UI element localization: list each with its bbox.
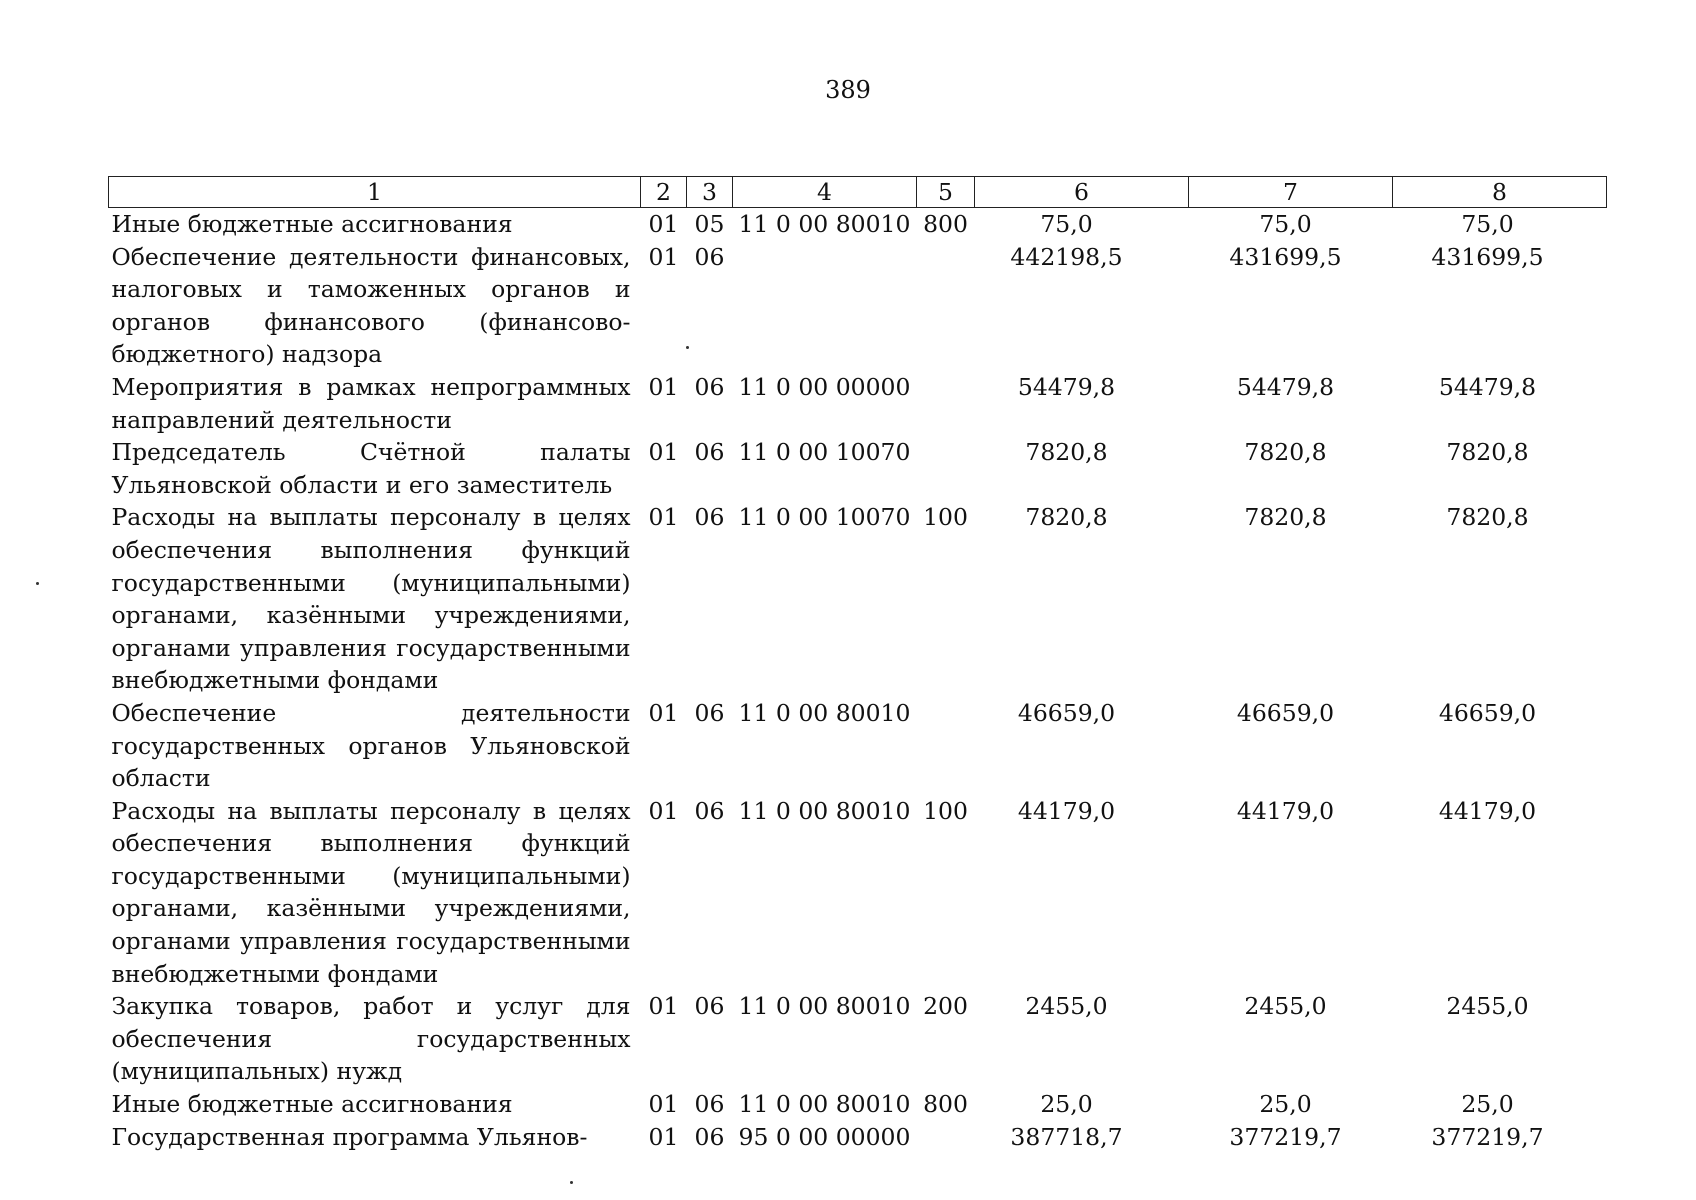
row-subsection: 06 (694, 796, 725, 825)
row-target-code: 95 0 00 00000 (738, 1122, 911, 1151)
row-section: 01 (648, 438, 679, 467)
row-subsection: 06 (694, 372, 725, 401)
row-section: 01 (648, 1122, 679, 1151)
row-target-code: 11 0 00 80010 (738, 698, 911, 727)
row-value-col7: 2455,0 (1244, 992, 1327, 1021)
row-section: 01 (648, 503, 679, 532)
table-row (109, 371, 1607, 436)
row-value-col7: 7820,8 (1244, 438, 1327, 467)
header-col-8: 8 (1393, 177, 1607, 208)
header-row (109, 177, 1607, 208)
row-value-col6: 25,0 (1040, 1090, 1093, 1119)
row-value-col8: 7820,8 (1446, 503, 1529, 532)
row-section: 01 (648, 210, 679, 238)
row-value-col6: 46659,0 (1017, 698, 1116, 727)
table-row (109, 501, 1607, 697)
row-value-col8: 431699,5 (1431, 242, 1544, 271)
row-name: Председатель Счётной палаты Ульяновской области и его заместитель (111, 438, 631, 499)
row-expense-type (917, 697, 975, 795)
row-value-col7: 7820,8 (1244, 503, 1327, 532)
table-row (109, 241, 1607, 371)
row-name: Расходы на выплаты персоналу в целях обеспечения выполнения функций государственными (муниципальными) органами, казёнными учреждениями, органами управления государственными внебюджетными фондами (111, 796, 631, 988)
row-expense-type: 800 (923, 1090, 968, 1119)
row-expense-type: 100 (923, 503, 968, 532)
row-subsection: 05 (694, 210, 725, 238)
row-value-col8: 54479,8 (1438, 372, 1537, 401)
header-col-2: 2 (641, 177, 687, 208)
row-target-code: 11 0 00 80010 (738, 796, 911, 825)
row-target-code: 11 0 00 80010 (738, 1090, 911, 1119)
row-value-col7: 75,0 (1259, 210, 1312, 238)
row-value-col6: 2455,0 (1025, 992, 1108, 1021)
row-section: 01 (648, 242, 679, 271)
row-section: 01 (648, 372, 679, 401)
row-subsection: 06 (694, 242, 725, 271)
row-subsection: 06 (694, 1090, 725, 1119)
row-expense-type: 200 (923, 992, 968, 1021)
row-target-code: 11 0 00 00000 (738, 372, 911, 401)
table-row (109, 990, 1607, 1088)
scan-speck (686, 346, 689, 349)
table-header (109, 177, 1607, 208)
row-value-col7: 377219,7 (1229, 1122, 1342, 1151)
row-target-code: 11 0 00 80010 (738, 992, 911, 1021)
row-value-col8: 25,0 (1461, 1090, 1514, 1119)
row-section: 01 (648, 698, 679, 727)
header-col-4: 4 (733, 177, 917, 208)
row-expense-type (917, 436, 975, 501)
row-subsection: 06 (694, 503, 725, 532)
row-name: Мероприятия в рамках непрограммных направлений деятельности (111, 372, 631, 434)
row-expense-type: 100 (923, 796, 968, 825)
scan-speck (36, 582, 39, 585)
row-expense-type (917, 1121, 975, 1154)
row-value-col7: 54479,8 (1236, 372, 1335, 401)
row-value-col6: 7820,8 (1025, 503, 1108, 532)
row-value-col7: 431699,5 (1229, 242, 1342, 271)
row-name: Обеспечение деятельности государственных органов Ульяновской области (111, 698, 631, 793)
row-value-col7: 25,0 (1259, 1090, 1312, 1119)
page-number: 389 (825, 76, 871, 104)
header-col-6: 6 (975, 177, 1189, 208)
row-value-col7: 44179,0 (1236, 796, 1335, 825)
row-subsection: 06 (694, 992, 725, 1021)
row-value-col7: 46659,0 (1236, 698, 1335, 727)
row-name: Обеспечение деятельности финансовых, налоговых и таможенных органов и органов финансового (финансово-бюджетного) надзора (111, 242, 631, 369)
row-section: 01 (648, 992, 679, 1021)
row-target-code: 11 0 00 80010 (738, 210, 911, 238)
row-expense-type: 800 (923, 210, 968, 238)
row-name: Государственная программа Ульянов- (111, 1122, 588, 1151)
header-col-3: 3 (687, 177, 733, 208)
row-subsection: 06 (694, 1122, 725, 1151)
header-col-1: 1 (109, 177, 641, 208)
row-value-col8: 377219,7 (1431, 1122, 1544, 1151)
row-value-col8: 46659,0 (1438, 698, 1537, 727)
row-value-col8: 2455,0 (1446, 992, 1529, 1021)
row-name: Закупка товаров, работ и услуг для обеспечения государственных (муниципальных) нужд (111, 992, 631, 1086)
row-value-col6: 54479,8 (1017, 372, 1116, 401)
row-section: 01 (648, 796, 679, 825)
row-target-code (733, 241, 917, 371)
row-value-col6: 75,0 (1040, 210, 1093, 238)
table-row (109, 795, 1607, 991)
row-subsection: 06 (694, 438, 725, 467)
table-body (109, 208, 1607, 1154)
row-name: Расходы на выплаты персоналу в целях обеспечения выполнения функций государственными (муниципальными) органами, казёнными учреждениями, органами управления государственными внебюджетными фондами (111, 503, 631, 695)
header-col-5: 5 (917, 177, 975, 208)
row-target-code: 11 0 00 10070 (738, 438, 911, 467)
row-name: Иные бюджетные ассигнования (111, 1090, 513, 1119)
row-value-col6: 442198,5 (1010, 242, 1123, 271)
scan-speck (570, 1181, 573, 1184)
row-name: Иные бюджетные ассигнования (111, 210, 513, 238)
row-target-code: 11 0 00 10070 (738, 503, 911, 532)
row-value-col6: 7820,8 (1025, 438, 1108, 467)
row-value-col8: 44179,0 (1438, 796, 1537, 825)
table-row (109, 1088, 1607, 1121)
row-value-col6: 44179,0 (1017, 796, 1116, 825)
row-expense-type (917, 241, 975, 371)
row-subsection: 06 (694, 698, 725, 727)
row-value-col6: 387718,7 (1010, 1122, 1123, 1151)
table-row (109, 436, 1607, 501)
table-row (109, 1121, 1607, 1154)
table-row (109, 208, 1607, 241)
table-row (109, 697, 1607, 795)
header-col-7: 7 (1189, 177, 1393, 208)
row-value-col8: 75,0 (1461, 210, 1514, 238)
row-section: 01 (648, 1090, 679, 1119)
row-value-col8: 7820,8 (1446, 438, 1529, 467)
budget-table (108, 176, 1607, 1153)
row-expense-type (917, 371, 975, 436)
